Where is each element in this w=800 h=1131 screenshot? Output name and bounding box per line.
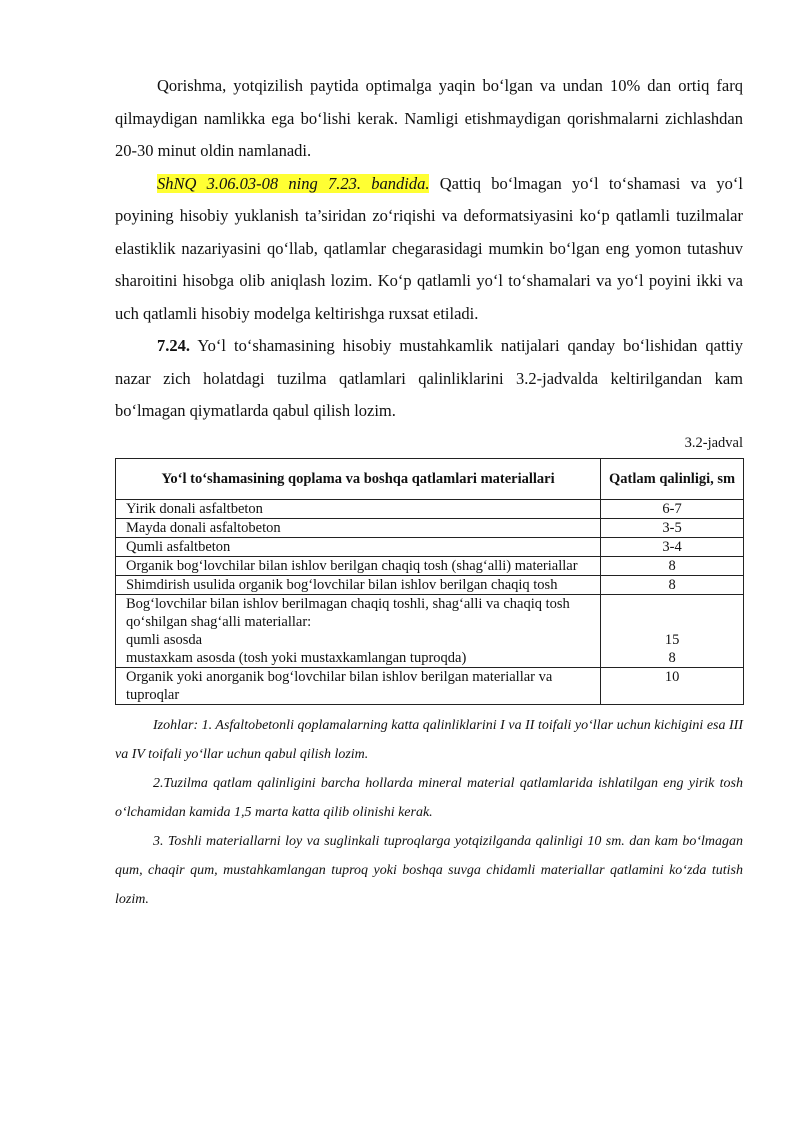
paragraph-1: Qorishma, yotqizilish paytida optimalga yaqin bo‘lgan va undan 10% dan ortiq farq qilmaydigan namlikka ega bo‘lishi kerak. Namligi etishmaydigan qorishmalarni zichlashdan 20-30 minut oldin namlanadi.: [115, 76, 743, 160]
thickness-cell: [601, 518, 744, 537]
material-text: mustaxkam asosda (tosh yoki mustaxkamlangan tuproqda): [126, 649, 467, 666]
clause-number: 7.24.: [157, 336, 190, 355]
material-text: Yirik donali asfaltbeton: [126, 500, 263, 517]
note-3: 3. Toshli materiallarni loy va suglinkali tuproqlarga yotqizilganda qalinligi 10 sm. dan kam bo‘lmagan qum, chaqir qum, mustahkamlangan tuproq yoki boshqa suvga chidamli materiallar qatlamini ko‘zda tutish lozim.: [115, 833, 743, 907]
thickness-value: 8: [668, 576, 676, 593]
material-cell: [116, 537, 601, 556]
thickness-value: 15: [664, 631, 680, 648]
material-cell: [116, 575, 601, 594]
thickness-value: 6-7: [662, 500, 682, 517]
thickness-cell: [601, 499, 744, 518]
notes-section: [115, 711, 743, 914]
material-text: Shimdirish usulida organik bog‘lovchilar bilan ishlov berilgan chaqiq tosh: [126, 576, 558, 593]
material-text: qumli asosda: [126, 631, 203, 648]
material-cell: [116, 667, 601, 704]
paragraph-3: [115, 330, 743, 428]
header-materials: Yo‘l to‘shamasining qoplama va boshqa qatlamlari materiallari: [116, 458, 601, 499]
document-page: [115, 70, 743, 914]
table-row: [116, 518, 744, 537]
table-row: [116, 537, 744, 556]
material-text: Organik yoki anorganik bog‘lovchilar bilan ishlov berilgan materiallar va tuproqlar: [126, 668, 553, 703]
thickness-value: 3-4: [662, 538, 682, 555]
table-row: [116, 575, 744, 594]
thickness-value: [605, 595, 739, 613]
material-cell: [116, 594, 601, 667]
paragraph-2-text: Qattiq bo‘lmagan yo‘l to‘shamasi va yo‘l poyining hisobiy yuklanish ta’siridan zo‘riqishi va deformatsiyasini ko‘p qatlamli tuzilmalar elastiklik nazariyasini qo‘llab, qatlamlar chegarasidagi mumkin bo‘lgan eng yomon tutashuv sharoitini hisobga olib aniqlash lozim. Ko‘p qatlamli yo‘l to‘shamalari va yo‘l poyini ikki va uch qatlamli hisobiy modelga keltirishga ruxsat etiladi.: [115, 173, 743, 323]
thickness-cell: [601, 556, 744, 575]
thickness-value: 10: [664, 668, 680, 685]
paragraph-3-text: Yo‘l to‘shamasining hisobiy mustahkamlik natijalari qanday bo‘lishidan qattiy nazar zich holatdagi tuzilma qatlamlari qalinliklarini 3.2-jadvalda keltirilgandan kam bo‘lmagan qiymatlarda qabul qilish lozim.: [115, 336, 743, 420]
highlighted-reference: ShNQ 3.06.03-08 ning 7.23. bandida.: [157, 173, 430, 193]
note-2: 2.Tuzilma qatlam qalinligini barcha hollarda mineral material qatlamlarida ishlatilgan eng yirik tosh o‘lchamidan kamida 1,5 marta katta qilib olinishi kerak.: [115, 775, 743, 820]
material-text: Mayda donali asfaltobeton: [126, 519, 281, 536]
table-caption: 3.2-jadval: [684, 434, 743, 451]
thickness-value: 8: [668, 649, 676, 666]
thickness-value: 8: [668, 557, 676, 574]
table-row: [116, 499, 744, 518]
material-cell: [116, 556, 601, 575]
material-cell: [116, 518, 601, 537]
material-text: Organik bog‘lovchilar bilan ishlov berilgan chaqiq tosh (shag‘alli) materiallar: [126, 557, 578, 574]
material-text: Bog‘lovchilar bilan ishlov berilmagan chaqiq toshli, shag‘alli va chaqiq tosh qo‘shilgan shag‘alli materiallar:: [126, 595, 570, 630]
table-row: [116, 594, 744, 667]
thickness-cell: [601, 537, 744, 556]
header-thickness: Qatlam qalinligi, sm: [601, 458, 744, 499]
thickness-value: [605, 613, 739, 631]
thickness-table: [115, 458, 744, 705]
table-row: [116, 667, 744, 704]
material-text: Qumli asfaltbeton: [126, 538, 231, 555]
material-cell: [116, 499, 601, 518]
table-row: [116, 556, 744, 575]
thickness-cell: [601, 667, 744, 704]
thickness-value: 3-5: [662, 519, 682, 536]
thickness-cell: [601, 594, 744, 667]
thickness-cell: [601, 575, 744, 594]
paragraph-2: [115, 168, 743, 331]
table-header-row: [116, 458, 744, 499]
note-1: Izohlar: 1. Asfaltobetonli qoplamalarning katta qalinliklarini I va II toifali yo‘llar uchun kichigini esa III va IV toifali yo‘llar uchun qabul qilish lozim.: [115, 717, 743, 762]
